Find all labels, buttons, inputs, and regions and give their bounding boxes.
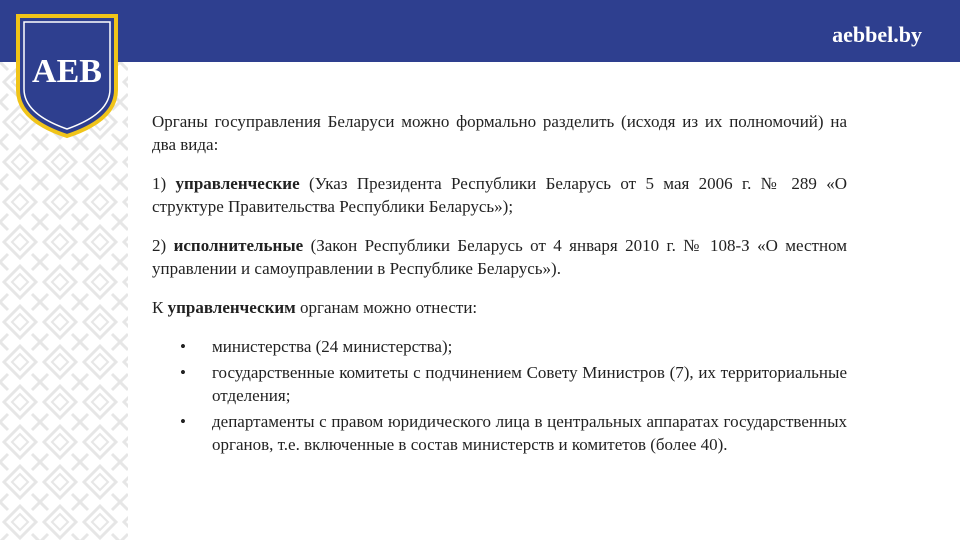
list-item-text: департаменты с правом юридического лица в центральных аппаратах государственных органов, т.е. включенные в состав министерств и комитетов (более 40). (212, 412, 847, 454)
logo-text: AEB (32, 53, 102, 90)
list-item (152, 410, 847, 456)
item-upravlencheskie (152, 172, 847, 218)
list-item (152, 361, 847, 407)
aeb-logo[interactable] (14, 12, 120, 140)
lead-before: К (152, 298, 164, 317)
bullet-icon: • (180, 412, 186, 431)
organs-list (152, 335, 847, 456)
list-item-text: министерства (24 министерства); (212, 337, 453, 356)
lead-paragraph (152, 296, 847, 319)
item-text: (Указ Президента Республики Беларусь от 5 мая 2006 г. № 289 «О структуре Правительства Республики Беларусь»); (152, 174, 847, 216)
lead-after: органам можно отнести: (299, 298, 478, 317)
intro-paragraph: Органы госуправления Беларуси можно формально разделить (исходя из их полномочий) на два вида: (152, 112, 847, 154)
bullet-icon: • (180, 363, 186, 382)
list-item-text: государственные комитеты с подчинением Совету Министров (7), их территориальные отделения; (212, 363, 847, 405)
lead-term: управленческим (167, 298, 296, 317)
item-text: (Закон Республики Беларусь от 4 января 2010 г. № 108-З «О местном управлении и самоуправлении в Республике Беларусь»). (152, 236, 848, 278)
slide-content (152, 110, 847, 459)
list-item (152, 335, 847, 358)
site-url[interactable]: aebbel.by (832, 22, 922, 47)
item-term: исполнительные (173, 236, 304, 255)
bullet-icon: • (180, 337, 186, 356)
header-band (0, 0, 960, 62)
item-term: управленческие (175, 174, 300, 193)
item-ispolnitelnye (152, 234, 847, 280)
item-number: 1) (152, 174, 167, 193)
item-number: 2) (152, 236, 167, 255)
